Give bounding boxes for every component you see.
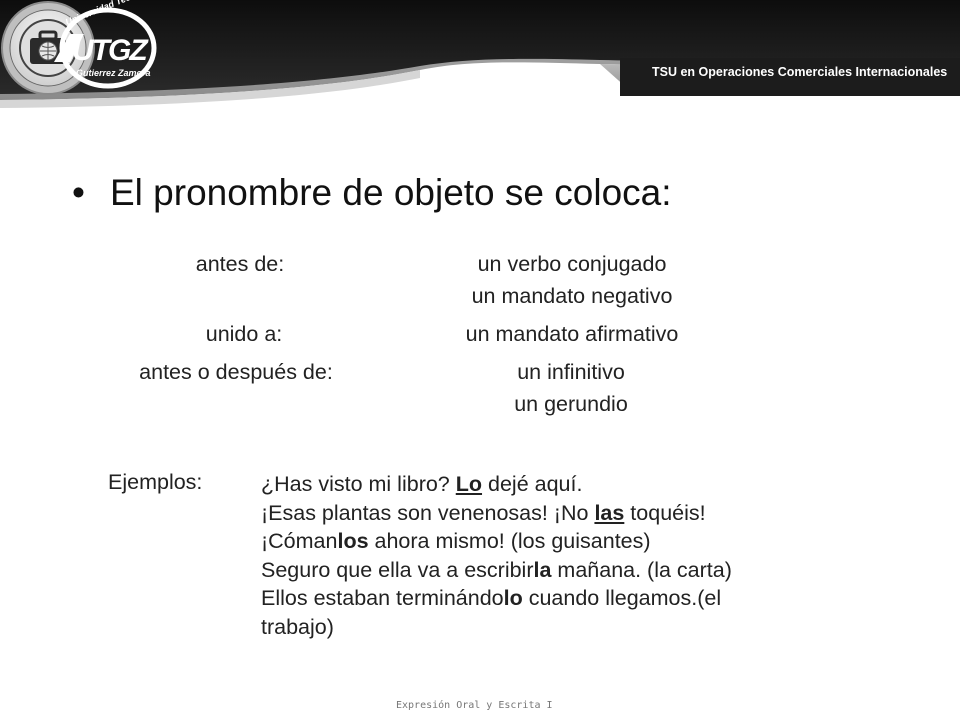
bullet-text: El pronombre de objeto se coloca: (110, 172, 672, 213)
bullet-icon: • (72, 172, 85, 213)
example-line: ¡Cómanlos ahora mismo! (los guisantes) (261, 529, 651, 553)
pronoun: las (594, 500, 625, 525)
rule-label: antes o después de: (139, 360, 333, 384)
example-line: ¿Has visto mi libro? Lo dejé aquí. (261, 472, 583, 496)
rule-item: un verbo conjugado (477, 252, 667, 276)
rule-item: un mandato negativo (471, 284, 673, 308)
header-banner (0, 0, 960, 130)
program-title: TSU en Operaciones Comerciales Internacionales (652, 65, 948, 79)
university-name-bottom: Gutierrez Zamora (76, 68, 151, 78)
example-line: ¡Esas plantas son venenosas! ¡No las toquéis! (261, 500, 706, 525)
pronoun: la (533, 557, 552, 582)
rule-item: un infinitivo (517, 360, 625, 384)
rule-item: un gerundio (514, 392, 628, 416)
example-line: Seguro que ella va a escribirla mañana. (la carta) (261, 557, 732, 582)
pronoun: los (337, 529, 369, 553)
footer-course: Expresión Oral y Escrita I (396, 700, 553, 711)
main-bullet (72, 172, 672, 214)
pronoun: Lo (455, 472, 483, 496)
rule-item: un mandato afirmativo (465, 322, 679, 346)
logo-text: UTGZ (72, 34, 146, 67)
examples-label: Ejemplos: (108, 470, 203, 494)
example-line: trabajo) (261, 614, 334, 639)
example-line: Ellos estaban terminándolo cuando llegamos.(el (261, 586, 722, 610)
examples-list (261, 470, 921, 641)
rule-label: antes de: (195, 252, 285, 276)
pronoun: lo (503, 586, 523, 610)
rule-label: unido a: (205, 322, 283, 346)
